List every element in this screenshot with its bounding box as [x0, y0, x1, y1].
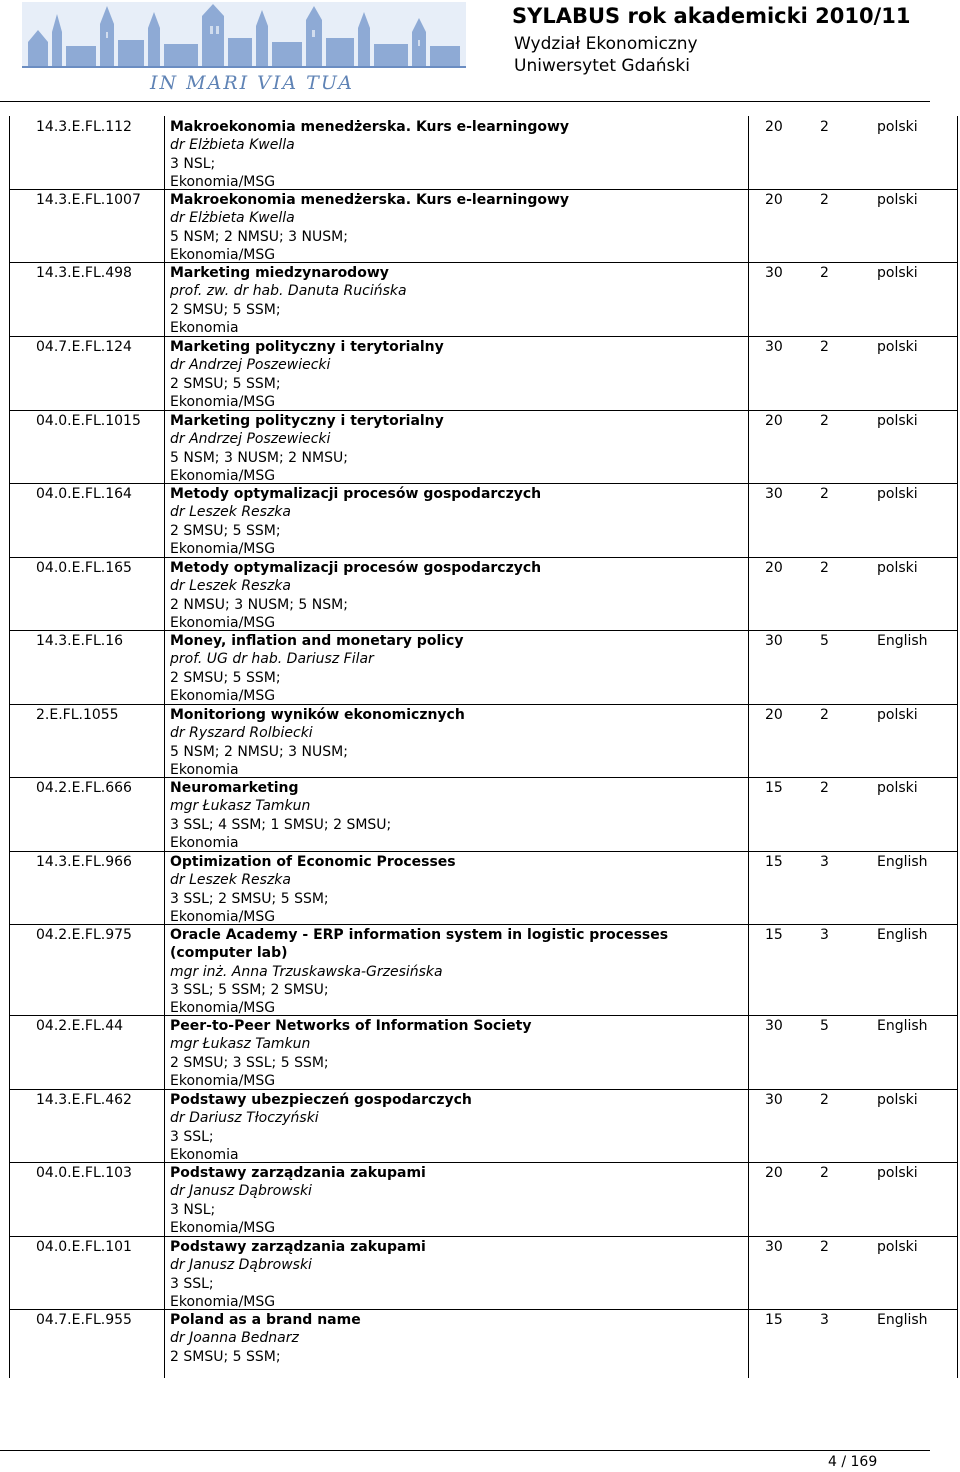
row-divider: [10, 557, 957, 558]
course-ects: 2: [820, 1165, 829, 1181]
course-lecturer: prof. zw. dr hab. Danuta Rucińska: [170, 283, 407, 300]
course-program: Ekonomia/MSG: [170, 614, 276, 631]
course-hours: 20: [765, 119, 783, 135]
syllabus-title: SYLABUS rok akademicki 2010/11: [512, 4, 911, 28]
course-program: Ekonomia/MSG: [170, 908, 276, 925]
course-program: Ekonomia/MSG: [170, 1072, 276, 1089]
course-language: polski: [877, 339, 918, 355]
course-groups: 2 NMSU; 3 NUSM; 5 NSM;: [170, 596, 348, 613]
course-lecturer: dr Janusz Dąbrowski: [170, 1183, 312, 1200]
course-code: 14.3.E.FL.112: [36, 119, 132, 135]
course-groups: 3 NSL;: [170, 155, 216, 172]
course-title: Makroekonomia menedżerska. Kurs e-learningowy: [170, 119, 570, 135]
course-title: Podstawy zarządzania zakupami: [170, 1165, 426, 1181]
course-title: Neuromarketing: [170, 780, 299, 796]
course-language: polski: [877, 780, 918, 796]
course-hours: 30: [765, 1239, 783, 1255]
course-table: [9, 116, 958, 1378]
course-title: Marketing miedzynarodowy: [170, 265, 389, 281]
course-program: Ekonomia: [170, 1146, 239, 1163]
course-program: Ekonomia/MSG: [170, 467, 276, 484]
column-divider: [748, 116, 749, 1378]
course-title: Podstawy ubezpieczeń gospodarczych: [170, 1092, 472, 1108]
course-language: English: [877, 1312, 928, 1328]
course-details: [170, 485, 541, 558]
row-divider: [10, 1089, 957, 1090]
course-hours: 20: [765, 560, 783, 576]
course-language: polski: [877, 1092, 918, 1108]
course-hours: 30: [765, 265, 783, 281]
course-ects: 2: [820, 1092, 829, 1108]
row-divider: [10, 1309, 957, 1310]
course-ects: 2: [820, 1239, 829, 1255]
course-language: polski: [877, 265, 918, 281]
course-title: Makroekonomia menedżerska. Kurs e-learningowy: [170, 192, 570, 208]
course-hours: 15: [765, 854, 783, 870]
course-title: Marketing polityczny i terytorialny: [170, 413, 444, 429]
course-lecturer: dr Ryszard Rolbiecki: [170, 725, 313, 742]
course-ects: 2: [820, 707, 829, 723]
course-details: [170, 1091, 472, 1164]
page-number: 4 / 169: [828, 1454, 878, 1470]
course-groups: 5 NSM; 3 NUSM; 2 NMSU;: [170, 449, 348, 466]
course-ects: 3: [820, 1312, 829, 1328]
course-groups: 2 SMSU; 5 SSM;: [170, 375, 281, 392]
course-code: 04.7.E.FL.124: [36, 339, 132, 355]
course-groups: 2 SMSU; 5 SSM;: [170, 1348, 281, 1365]
course-lecturer: dr Leszek Reszka: [170, 504, 291, 521]
course-groups: 3 NSL;: [170, 1201, 216, 1218]
course-title: Marketing polityczny i terytorialny: [170, 339, 444, 355]
row-divider: [10, 1015, 957, 1016]
course-language: English: [877, 927, 928, 943]
course-language: polski: [877, 486, 918, 502]
course-details: [170, 412, 444, 485]
logo-motto: IN MARI VIA TUA: [149, 72, 354, 94]
course-ects: 2: [820, 265, 829, 281]
course-groups: 3 SSL;: [170, 1128, 214, 1145]
course-title: Podstawy zarządzania zakupami: [170, 1239, 426, 1255]
course-title: Oracle Academy - ERP information system in logistic processes: [170, 927, 669, 943]
course-program: Ekonomia/MSG: [170, 173, 276, 190]
course-language: polski: [877, 1239, 918, 1255]
course-ects: 2: [820, 413, 829, 429]
course-code: 14.3.E.FL.16: [36, 633, 124, 649]
course-lecturer: dr Joanna Bednarz: [170, 1330, 299, 1347]
course-code: 04.2.E.FL.44: [36, 1018, 124, 1034]
course-hours: 15: [765, 780, 783, 796]
course-ects: 2: [820, 486, 829, 502]
row-divider: [10, 704, 957, 705]
course-lecturer: dr Andrzej Poszewiecki: [170, 431, 331, 448]
course-code: 14.3.E.FL.462: [36, 1092, 132, 1108]
course-groups: 2 SMSU; 3 SSL; 5 SSM;: [170, 1054, 329, 1071]
course-hours: 15: [765, 1312, 783, 1328]
course-code: 14.3.E.FL.1007: [36, 192, 141, 208]
course-lecturer: dr Janusz Dąbrowski: [170, 1257, 312, 1274]
row-divider: [10, 189, 957, 190]
course-code: 04.0.E.FL.164: [36, 486, 132, 502]
course-program: Ekonomia/MSG: [170, 540, 276, 557]
course-title: Poland as a brand name: [170, 1312, 361, 1328]
row-divider: [10, 777, 957, 778]
university-logo: [22, 2, 466, 98]
course-code: 04.0.E.FL.101: [36, 1239, 132, 1255]
column-divider: [164, 116, 165, 1378]
course-title: Optimization of Economic Processes: [170, 854, 456, 870]
course-ects: 3: [820, 854, 829, 870]
course-ects: 3: [820, 927, 829, 943]
course-title: Metody optymalizacji procesów gospodarczych: [170, 486, 542, 502]
course-ects: 5: [820, 633, 829, 649]
course-details: [170, 191, 569, 264]
course-hours: 20: [765, 707, 783, 723]
course-lecturer: dr Andrzej Poszewiecki: [170, 357, 331, 374]
course-groups: 3 SSL; 2 SMSU; 5 SSM;: [170, 890, 329, 907]
course-lecturer: dr Dariusz Tłoczyński: [170, 1110, 319, 1127]
course-details: [170, 1164, 426, 1237]
course-lecturer: mgr Łukasz Tamkun: [170, 798, 311, 815]
row-divider: [10, 483, 957, 484]
course-language: polski: [877, 413, 918, 429]
course-code: 04.2.E.FL.666: [36, 780, 132, 796]
course-details: [170, 1017, 531, 1090]
course-groups: 2 SMSU; 5 SSM;: [170, 669, 281, 686]
course-ects: 2: [820, 192, 829, 208]
course-language: polski: [877, 707, 918, 723]
footer-rule: [0, 1450, 930, 1451]
course-lecturer: prof. UG dr hab. Dariusz Filar: [170, 651, 374, 668]
course-title: Monitoriong wyników ekonomicznych: [170, 707, 465, 723]
course-program: Ekonomia/MSG: [170, 393, 276, 410]
course-code: 04.0.E.FL.165: [36, 560, 132, 576]
course-lecturer: mgr inż. Anna Trzuskawska-Grzesińska: [170, 963, 443, 980]
course-language: polski: [877, 560, 918, 576]
course-language: English: [877, 854, 928, 870]
course-code: 04.0.E.FL.103: [36, 1165, 132, 1181]
course-details: [170, 1311, 361, 1366]
course-hours: 30: [765, 1018, 783, 1034]
course-groups: 5 NSM; 2 NMSU; 3 NUSM;: [170, 228, 348, 245]
university-name: Uniwersytet Gdański: [514, 56, 690, 76]
course-ects: 5: [820, 1018, 829, 1034]
row-divider: [10, 1236, 957, 1237]
course-groups: 2 SMSU; 5 SSM;: [170, 522, 281, 539]
course-language: English: [877, 1018, 928, 1034]
course-code: 14.3.E.FL.966: [36, 854, 132, 870]
course-lecturer: mgr Łukasz Tamkun: [170, 1036, 311, 1053]
course-ects: 2: [820, 560, 829, 576]
row-divider: [10, 1162, 957, 1163]
course-title: Metody optymalizacji procesów gospodarczych: [170, 560, 542, 576]
course-hours: 30: [765, 1092, 783, 1108]
course-language: English: [877, 633, 928, 649]
course-program: Ekonomia: [170, 834, 239, 851]
course-lecturer: dr Leszek Reszka: [170, 872, 291, 889]
course-code: 04.2.E.FL.975: [36, 927, 132, 943]
course-groups: 3 SSL; 5 SSM; 2 SMSU;: [170, 981, 329, 998]
course-code: 04.0.E.FL.1015: [36, 413, 141, 429]
course-ects: 2: [820, 119, 829, 135]
course-details: [170, 779, 391, 852]
course-code: 2.E.FL.1055: [36, 707, 119, 723]
course-hours: 30: [765, 339, 783, 355]
course-program: Ekonomia/MSG: [170, 1219, 276, 1236]
course-lecturer: dr Elżbieta Kwella: [170, 210, 295, 227]
course-lecturer: dr Elżbieta Kwella: [170, 137, 295, 154]
course-program: Ekonomia: [170, 761, 239, 778]
course-ects: 2: [820, 780, 829, 796]
course-lecturer: dr Leszek Reszka: [170, 578, 291, 595]
course-details: [170, 118, 569, 191]
course-groups: 2 SMSU; 5 SSM;: [170, 301, 281, 318]
page-header: [0, 0, 960, 104]
course-details: [170, 632, 463, 705]
course-program: Ekonomia/MSG: [170, 687, 276, 704]
course-hours: 15: [765, 927, 783, 943]
course-details: [170, 264, 407, 337]
course-details: [170, 559, 541, 632]
course-groups: 3 SSL; 4 SSM; 1 SMSU; 2 SMSU;: [170, 816, 392, 833]
row-divider: [10, 630, 957, 631]
course-details: [170, 338, 444, 411]
course-language: polski: [877, 1165, 918, 1181]
course-program: Ekonomia/MSG: [170, 1293, 276, 1310]
faculty-name: Wydział Ekonomiczny: [514, 34, 698, 54]
course-hours: 30: [765, 486, 783, 502]
course-groups: 5 NSM; 2 NMSU; 3 NUSM;: [170, 743, 348, 760]
course-title: Money, inflation and monetary policy: [170, 633, 464, 649]
course-ects: 2: [820, 339, 829, 355]
course-language: polski: [877, 119, 918, 135]
course-title-continued: (computer lab): [170, 945, 288, 962]
header-rule: [0, 101, 930, 102]
row-divider: [10, 262, 957, 263]
course-code: 14.3.E.FL.498: [36, 265, 132, 281]
row-divider: [10, 410, 957, 411]
row-divider: [10, 924, 957, 925]
course-hours: 30: [765, 633, 783, 649]
row-divider: [10, 336, 957, 337]
course-groups: 3 SSL;: [170, 1275, 214, 1292]
course-details: [170, 926, 668, 1017]
course-code: 04.7.E.FL.955: [36, 1312, 132, 1328]
course-program: Ekonomia: [170, 319, 239, 336]
course-title: Peer-to-Peer Networks of Information Society: [170, 1018, 532, 1034]
course-details: [170, 853, 456, 926]
course-details: [170, 706, 465, 779]
course-language: polski: [877, 192, 918, 208]
row-divider: [10, 851, 957, 852]
course-details: [170, 1238, 426, 1311]
course-hours: 20: [765, 1165, 783, 1181]
course-hours: 20: [765, 413, 783, 429]
course-program: Ekonomia/MSG: [170, 246, 276, 263]
course-program: Ekonomia/MSG: [170, 1000, 276, 1017]
course-hours: 20: [765, 192, 783, 208]
